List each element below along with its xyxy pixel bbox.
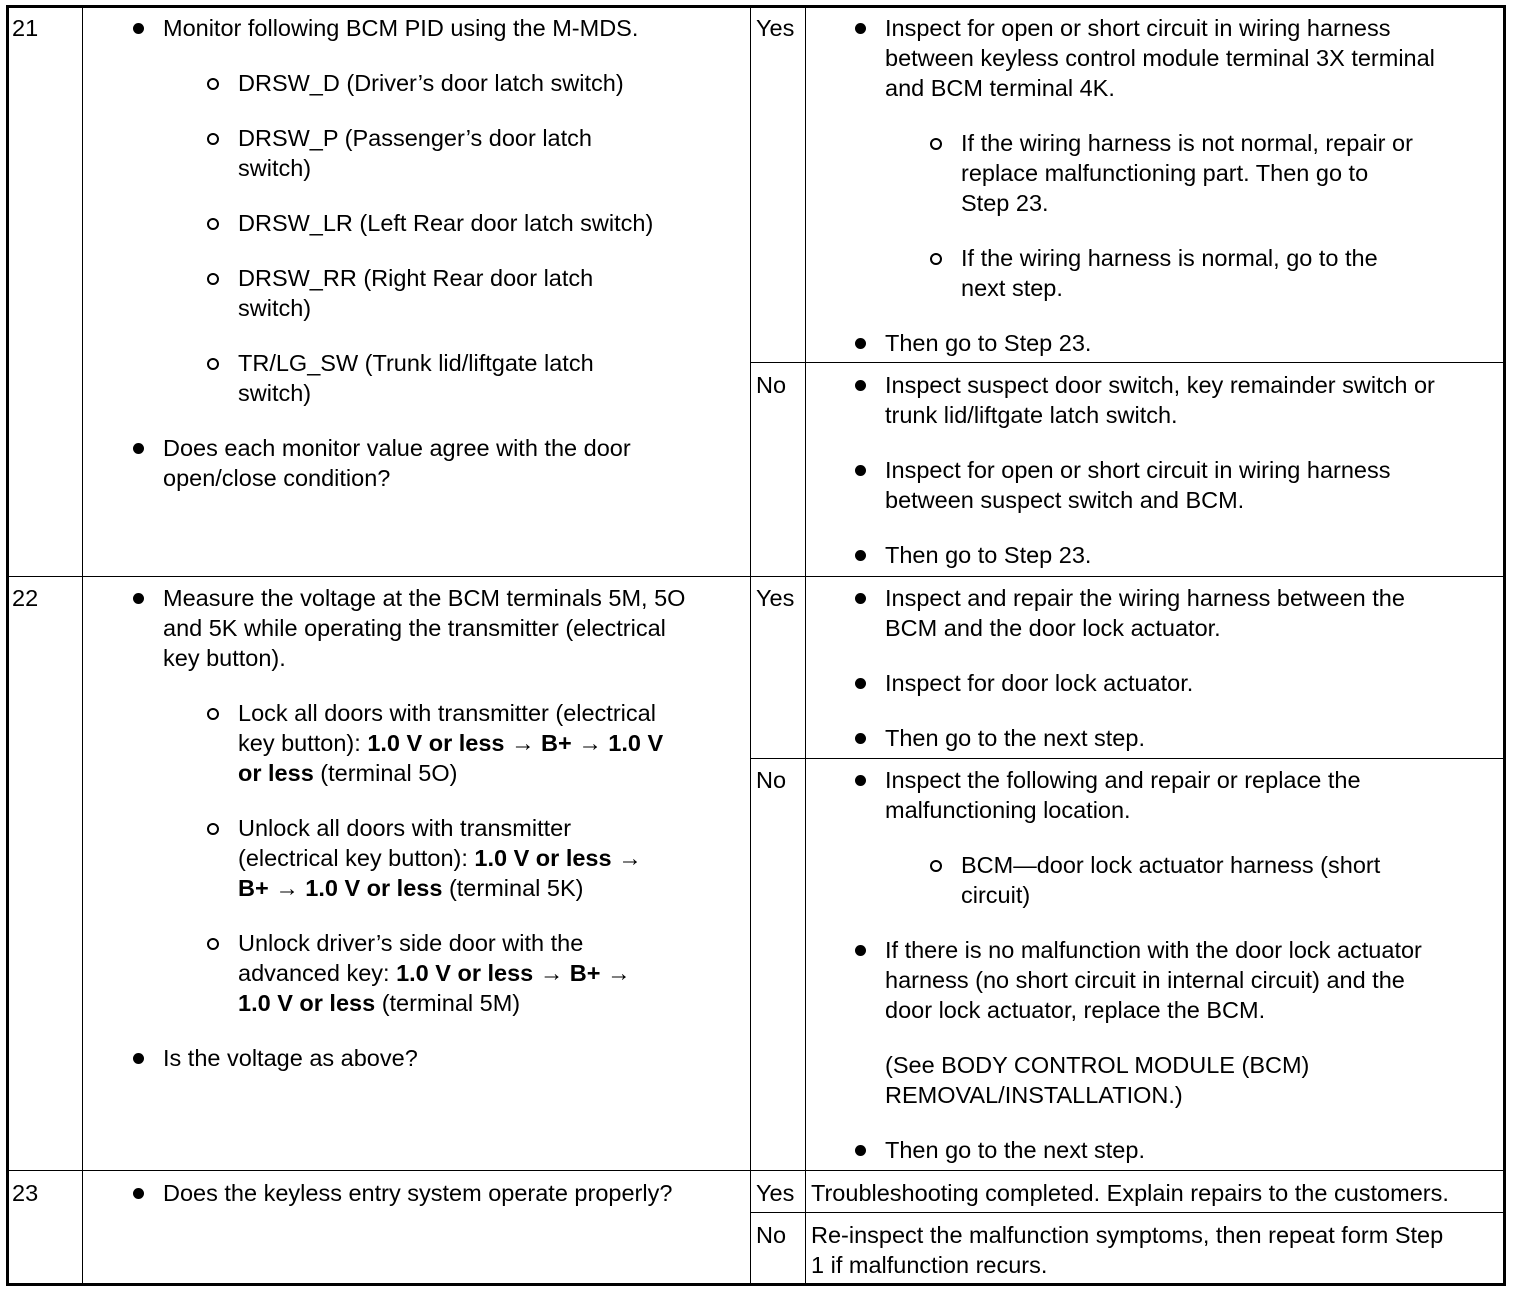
yes-no-divider: [750, 758, 1503, 759]
result-text: between keyless control module terminal 3X terminal: [885, 45, 1435, 71]
result-text: BCM and the door lock actuator.: [885, 615, 1221, 641]
no-label: No: [756, 372, 787, 398]
action-subitem: or less (terminal 5O): [238, 760, 458, 786]
reference-note: (See BODY CONTROL MODULE (BCM): [885, 1052, 1310, 1078]
result-subitem: If the wiring harness is normal, go to the: [961, 245, 1378, 271]
result-text: 1 if malfunction recurs.: [811, 1252, 1048, 1278]
sub-bullet-icon: [207, 938, 219, 950]
step-number: 23: [12, 1180, 39, 1206]
result-subitem: If the wiring harness is not normal, repair or: [961, 130, 1413, 156]
result-text: If there is no malfunction with the door lock actuator: [885, 937, 1422, 963]
bullet-icon: [133, 593, 144, 604]
result-text: and BCM terminal 4K.: [885, 75, 1115, 101]
result-text: Re-inspect the malfunction symptoms, then repeat form Step: [811, 1222, 1444, 1248]
action-subitem: switch): [238, 155, 312, 181]
action-text: Does the keyless entry system operate properly?: [163, 1180, 673, 1206]
action-text: Measure the voltage at the BCM terminals 5M, 5O: [163, 585, 686, 611]
action-text: Monitor following BCM PID using the M-MDS.: [163, 15, 639, 41]
result-text: door lock actuator, replace the BCM.: [885, 997, 1266, 1023]
sub-bullet-icon: [207, 273, 219, 285]
bullet-icon: [855, 593, 866, 604]
result-text: harness (no short circuit in internal circuit) and the: [885, 967, 1405, 993]
bullet-icon: [855, 23, 866, 34]
bullet-icon: [855, 338, 866, 349]
result-text: Inspect for open or short circuit in wiring harness: [885, 457, 1391, 483]
action-text: open/close condition?: [163, 465, 391, 491]
yes-no-divider: [750, 1212, 1503, 1213]
bullet-icon: [133, 1188, 144, 1199]
result-text: Inspect suspect door switch, key remainder switch or: [885, 372, 1435, 398]
column-divider-action: [750, 8, 751, 1283]
action-subitem: key button): 1.0 V or less → B+ → 1.0 V: [238, 730, 664, 756]
yes-label: Yes: [756, 1180, 795, 1206]
sub-bullet-icon: [207, 823, 219, 835]
result-text: trunk lid/liftgate latch switch.: [885, 402, 1178, 428]
bullet-icon: [133, 443, 144, 454]
action-subitem: DRSW_P (Passenger’s door latch: [238, 125, 592, 151]
result-text: malfunctioning location.: [885, 797, 1131, 823]
sub-bullet-icon: [207, 133, 219, 145]
sub-bullet-icon: [930, 253, 942, 265]
yes-no-divider: [750, 362, 1503, 363]
action-text: key button).: [163, 645, 286, 671]
result-text: Inspect and repair the wiring harness between the: [885, 585, 1405, 611]
result-text: Inspect the following and repair or replace the: [885, 767, 1361, 793]
result-text: Troubleshooting completed. Explain repairs to the customers.: [811, 1180, 1449, 1206]
row-divider: [9, 1170, 1503, 1171]
sub-bullet-icon: [207, 78, 219, 90]
sub-bullet-icon: [930, 860, 942, 872]
bullet-icon: [855, 550, 866, 561]
sub-bullet-icon: [930, 138, 942, 150]
yes-label: Yes: [756, 585, 795, 611]
action-subitem: switch): [238, 295, 312, 321]
no-label: No: [756, 767, 787, 793]
action-subitem: Unlock all doors with transmitter: [238, 815, 572, 841]
result-subitem: next step.: [961, 275, 1063, 301]
column-divider-step: [82, 8, 83, 1283]
sub-bullet-icon: [207, 708, 219, 720]
action-subitem: TR/LG_SW (Trunk lid/liftgate latch: [238, 350, 594, 376]
action-text: Does each monitor value agree with the door: [163, 435, 631, 461]
bullet-icon: [855, 1145, 866, 1156]
result-text: between suspect switch and BCM.: [885, 487, 1245, 513]
yes-label: Yes: [756, 15, 795, 41]
action-subitem: DRSW_RR (Right Rear door latch: [238, 265, 594, 291]
bullet-icon: [855, 775, 866, 786]
no-label: No: [756, 1222, 787, 1248]
result-text: Then go to the next step.: [885, 725, 1145, 751]
action-subitem: DRSW_LR (Left Rear door latch switch): [238, 210, 654, 236]
result-text: Then go to Step 23.: [885, 330, 1092, 356]
row-divider: [9, 576, 1503, 577]
bullet-icon: [133, 1053, 144, 1064]
action-subitem: switch): [238, 380, 312, 406]
action-text: and 5K while operating the transmitter (electrical: [163, 615, 666, 641]
action-subitem: Unlock driver’s side door with the: [238, 930, 584, 956]
bullet-icon: [855, 945, 866, 956]
action-subitem: (electrical key button): 1.0 V or less →: [238, 845, 642, 871]
action-subitem: Lock all doors with transmitter (electrical: [238, 700, 656, 726]
bullet-icon: [855, 733, 866, 744]
sub-bullet-icon: [207, 358, 219, 370]
result-text: Then go to the next step.: [885, 1137, 1145, 1163]
bullet-icon: [855, 678, 866, 689]
bullet-icon: [855, 380, 866, 391]
result-subitem: Step 23.: [961, 190, 1049, 216]
result-text: Inspect for door lock actuator.: [885, 670, 1194, 696]
action-subitem: B+ → 1.0 V or less (terminal 5K): [238, 875, 584, 901]
result-subitem: BCM—door lock actuator harness (short: [961, 852, 1381, 878]
step-number: 21: [12, 15, 39, 41]
result-text: Then go to Step 23.: [885, 542, 1092, 568]
sub-bullet-icon: [207, 218, 219, 230]
bullet-icon: [855, 465, 866, 476]
action-subitem: advanced key: 1.0 V or less → B+ →: [238, 960, 631, 986]
result-text: Inspect for open or short circuit in wiring harness: [885, 15, 1391, 41]
step-number: 22: [12, 585, 39, 611]
reference-note: REMOVAL/INSTALLATION.): [885, 1082, 1183, 1108]
action-subitem: DRSW_D (Driver’s door latch switch): [238, 70, 624, 96]
action-subitem: 1.0 V or less (terminal 5M): [238, 990, 521, 1016]
result-subitem: circuit): [961, 882, 1031, 908]
action-text: Is the voltage as above?: [163, 1045, 418, 1071]
result-subitem: replace malfunctioning part. Then go to: [961, 160, 1369, 186]
column-divider-result: [805, 8, 806, 1283]
bullet-icon: [133, 23, 144, 34]
